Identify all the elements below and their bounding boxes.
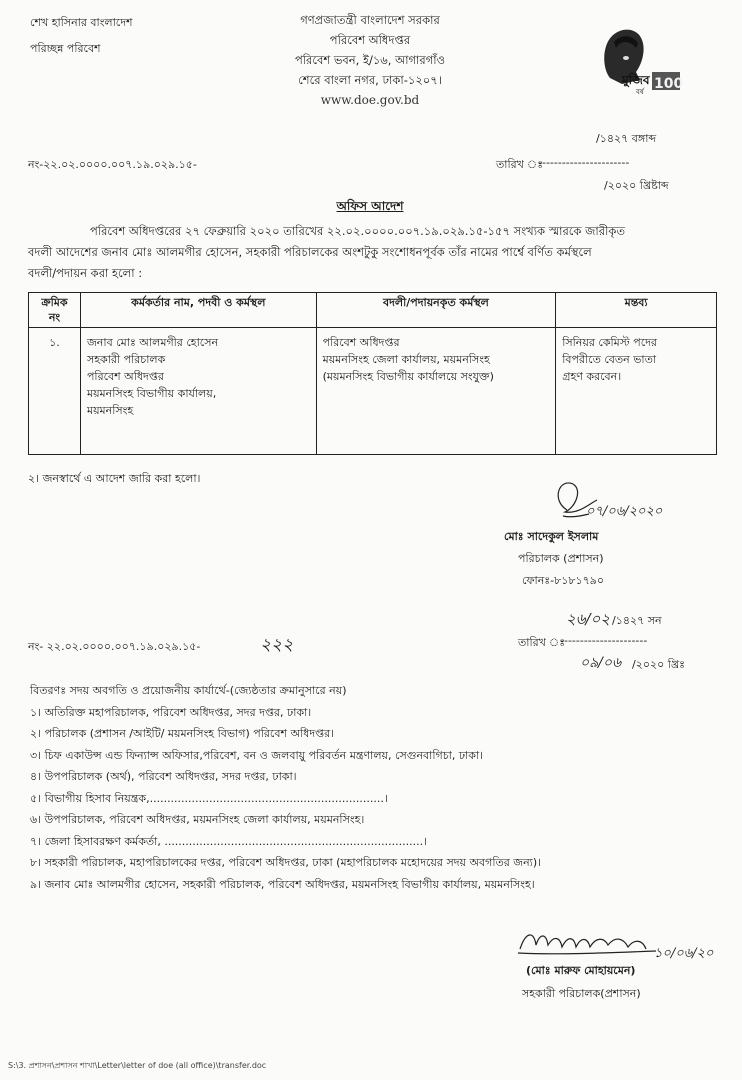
officer-line: ময়মনসিংহ বিভাগীয় কার্যালয়,: [86, 387, 217, 400]
memo1-date-field: -----------------------: [538, 156, 630, 169]
remarks-line: গ্রহণ করবেন।: [562, 370, 622, 383]
signer2-designation: সহকারী পরিচালক(প্রশাসন): [522, 987, 641, 1000]
memo1-bangla-date: /১৪২৭ বঙ্গাব্দ: [596, 132, 657, 145]
officer-line: জনাব মোঃ আলমগীর হোসেন: [86, 336, 219, 349]
remarks-line: সিনিয়র কেমিস্ট পদের: [562, 336, 657, 349]
body-line-1: পরিবেশ অধিদপ্তরের ২৭ ফেব্রুয়ারি ২০২০ তারিখের ২২.০২.০০০০.০০৭.১৯.০২৯.১৫-১৫৭ সংখ্যক স্মারকে জারীকৃত: [90, 224, 626, 238]
column-header-remarks: মন্তব্য: [556, 293, 717, 328]
officer-line: সহকারী পরিচালক: [86, 353, 166, 366]
memo1-english-date: /২০২০ খ্রিষ্টাব্দ: [604, 179, 669, 192]
body-line-3: বদলী/পদায়ন করা হলো :: [28, 266, 143, 280]
list-item: ৪। উপপরিচালক (অর্থ), পরিবেশ অধিদপ্তর, সদর দপ্তর, ঢাকা।: [30, 770, 297, 783]
memo2-number: নং- ২২.০২.০০০০.০০৭.১৯.০২৯.১৫-: [28, 640, 201, 653]
memo2-date-field: ----------------------: [560, 634, 648, 647]
column-header-posting: বদলী/পদায়নকৃত কর্মস্থল: [316, 293, 556, 328]
memo1-date-label: তারিখ ঃ: [496, 158, 544, 171]
posting-line: (ময়মনসিংহ বিভাগীয় কার্যালয়ে সংযুক্ত): [322, 370, 494, 383]
signer1-phone: ফোনঃ-৮১৮১৭৯০: [522, 574, 605, 587]
memo2-english-suffix: /২০২০ খ্রিঃ: [632, 658, 686, 671]
list-item: ২। পরিচালক (প্রশাসন /আইটি/ ময়মনসিংহ বিভাগ) পরিবেশ অধিদপ্তর।: [30, 727, 335, 740]
slogan-line-2: পরিচ্ছন্ন পরিবেশ: [30, 42, 101, 55]
table-header-row: [29, 293, 717, 328]
order-body: [28, 221, 718, 284]
signer1-designation: পরিচালক (প্রশাসন): [518, 552, 604, 565]
memo2-handwritten-bangla-date: ২৬/০২: [566, 610, 611, 628]
table-row: [29, 328, 717, 455]
address-line-1: পরিবেশ ভবন, ই/১৬, আগারগাঁও: [294, 53, 446, 67]
posting-line: পরিবেশ অধিদপ্তর: [322, 336, 400, 349]
list-item: ৭। জেলা হিসাবরক্ষণ কর্মকর্তা, ..........................................................................।: [30, 834, 428, 848]
body-line-2: বদলী আদেশের জনাব মোঃ আলমগীর হোসেন, সহকারী পরিচালকের অংশটুকু সংশোধনপূর্বক তাঁর নামের পার্শ্বে বর্ণিত কর্মস্থলে: [28, 245, 592, 259]
slogan-line-1: শেখ হাসিনার বাংলাদেশ: [30, 16, 133, 29]
column-header-serial: ক্রমিক নং: [29, 293, 81, 328]
transfer-table: [28, 292, 717, 455]
address-line-2: শেরে বাংলা নগর, ঢাকা-১২০৭।: [298, 73, 442, 87]
memo2-handwritten-english-date: ০৯/০৬: [580, 655, 622, 671]
list-item: ৮। সহকারী পরিচালক, মহাপরিচালকের দপ্তর, পরিবেশ অধিদপ্তর, ঢাকা (মহাপরিচালক মহোদয়ের সদয় অবগতির জন্য)।: [30, 856, 542, 869]
government-name: গণপ্রজাতন্ত্রী বাংলাদেশ সরকার: [300, 13, 440, 27]
distribution-list: [30, 680, 541, 895]
list-item: ৬। উপপরিচালক, পরিবেশ অধিদপ্তর, ময়মনসিংহ জেলা কার্যালয়, ময়মনসিংহ।: [30, 813, 365, 826]
signer1-name: মোঃ সাদেকুল ইসলাম: [504, 530, 599, 543]
cell-officer: [80, 328, 316, 455]
signer1-handwritten-date: ০৭/০৬/২০২০: [586, 504, 663, 519]
signer2-handwritten-date: ১০/০৬/২০: [654, 946, 714, 961]
website-link[interactable]: www.doe.gov.bd: [320, 93, 420, 107]
posting-line: ময়মনসিংহ জেলা কার্যালয়, ময়মনসিংহ: [322, 353, 490, 366]
paragraph-2: ২। জনস্বার্থে এ আদেশ জারি করা হলো।: [28, 472, 201, 485]
column-header-officer: কর্মকর্তার নাম, পদবী ও কর্মস্থল: [80, 293, 316, 328]
logo-number: 100: [654, 76, 684, 92]
memo2-handwritten-number: ২২২: [260, 635, 294, 655]
list-item: ১। অতিরিক্ত মহাপরিচালক, পরিবেশ অধিদপ্তর, সদর দপ্তর, ঢাকা।: [30, 705, 312, 719]
letterhead: [250, 10, 490, 110]
list-item: ৫। বিভাগীয় হিসাব নিয়ন্ত্রক,...................................................................।: [30, 791, 388, 805]
memo2-date-label: তারিখ ঃ: [518, 636, 566, 649]
logo-text: মুজিব: [622, 73, 650, 87]
memo2-bangla-suffix: /১৪২৭ সন: [612, 614, 662, 627]
cell-posting: [316, 328, 556, 455]
cell-remarks: [556, 328, 717, 455]
footer-file-path: S:\3. প্রশাসন\প্রশাসন শাখা\Letter\letter of doe (all office)\transfer.doc: [8, 1061, 267, 1070]
logo-sub: বর্ষ: [636, 88, 644, 96]
remarks-line: বিপরীতে বেতন ভাতা: [562, 353, 657, 366]
mujib-borsho-logo: [592, 18, 684, 98]
signature-2: [516, 925, 666, 961]
cell-serial: ১.: [29, 328, 81, 455]
memo1-number: নং-২২.০২.০০০০.০০৭.১৯.০২৯.১৫-: [28, 158, 197, 171]
department-name: পরিবেশ অধিদপ্তর: [329, 33, 411, 47]
officer-line: ময়মনসিংহ: [86, 404, 134, 417]
distribution-heading: বিতরণঃ সদয় অবগতি ও প্রয়োজনীয় কার্যার্থে-(জ্যেষ্ঠতার ক্রমানুসারে নয়): [30, 684, 347, 697]
list-item: ৩। চিফ একাউন্স এন্ড ফিন্যান্স অফিসার,পরিবেশ, বন ও জলবায়ু পরিবর্তন মন্ত্রণালয়, সেগুনবাগিচা, ঢাকা।: [30, 748, 484, 762]
officer-line: পরিবেশ অধিদপ্তর: [86, 370, 164, 383]
order-title: অফিস আদেশ: [336, 199, 404, 213]
list-item: ৯। জনাব মোঃ আলমগীর হোসেন, সহকারী পরিচালক, পরিবেশ অধিদপ্তর, ময়মনসিংহ বিভাগীয় কার্যালয়, ময়মনসিংহ।: [30, 877, 535, 891]
signer2-name: (মোঃ মারুফ মোহায়মেন): [526, 964, 636, 977]
